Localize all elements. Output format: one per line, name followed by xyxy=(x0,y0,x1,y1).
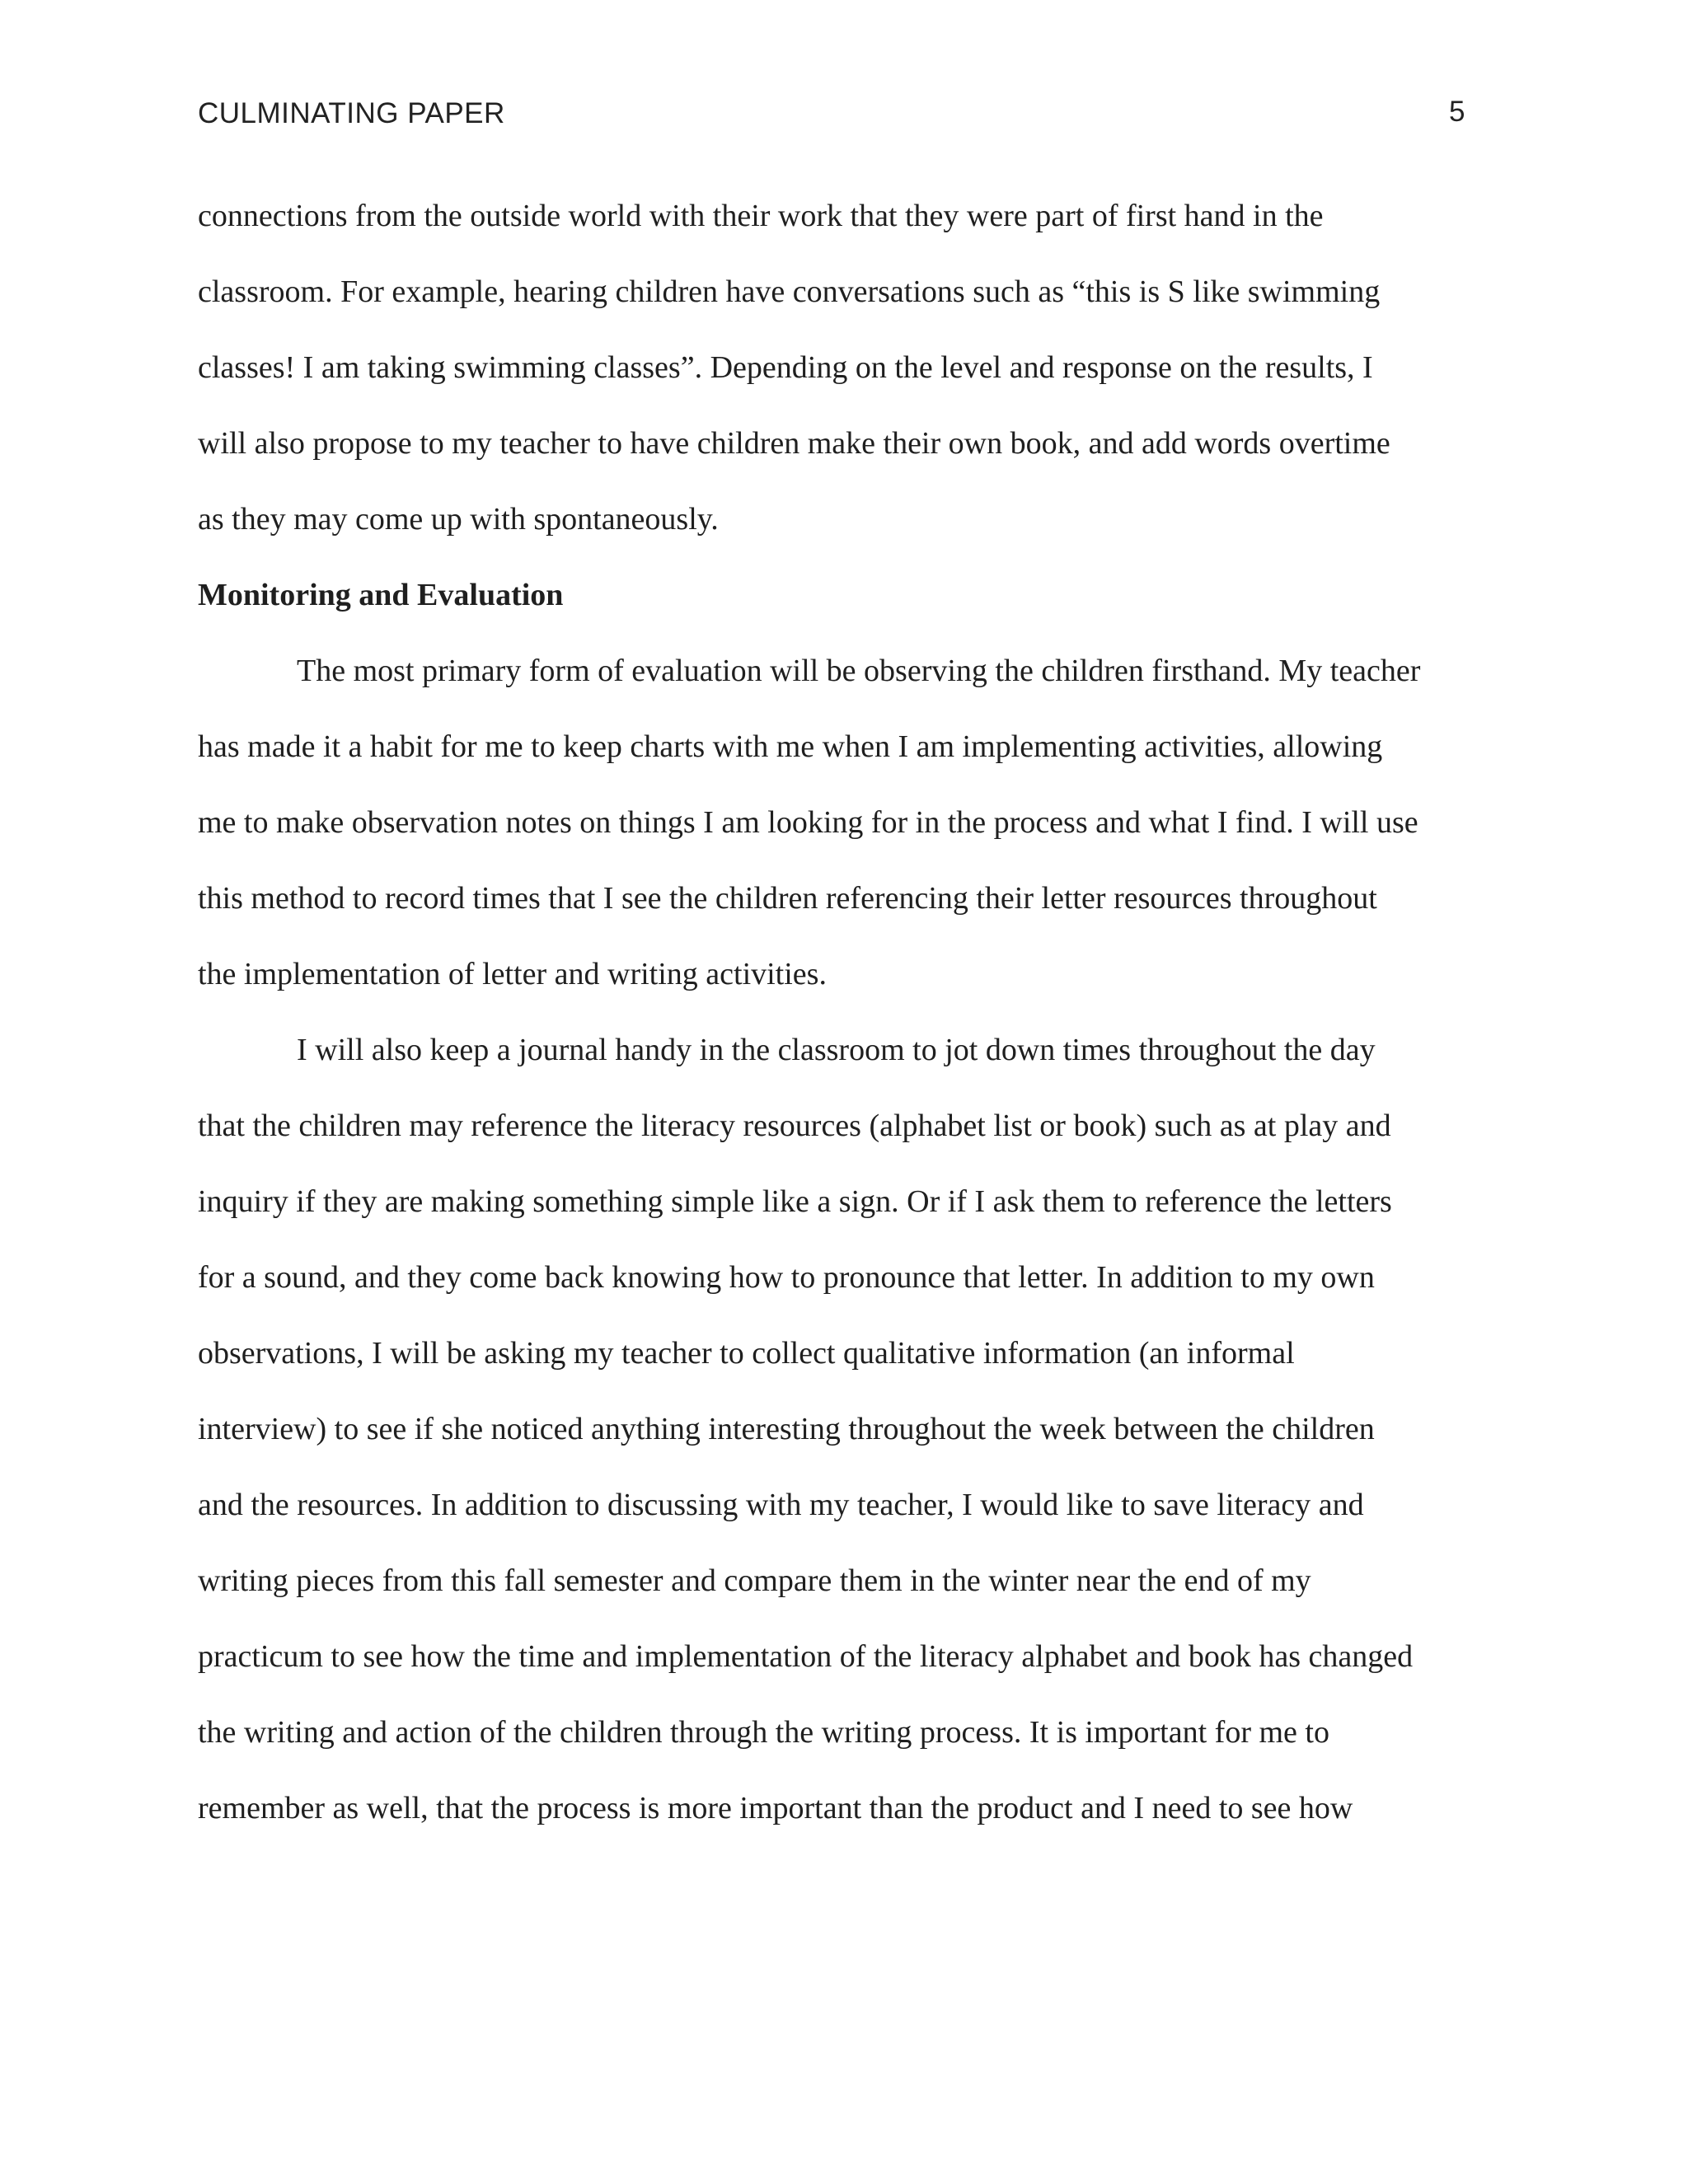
text-line: me to make observation notes on things I am looking for in the process and what I find. I will use xyxy=(198,805,1418,840)
text-line: will also propose to my teacher to have children make their own book, and add words overtime xyxy=(198,426,1390,461)
text-line: connections from the outside world with their work that they were part of first hand in the xyxy=(198,199,1324,233)
text-line: that the children may reference the literacy resources (alphabet list or book) such as at play and xyxy=(198,1108,1391,1143)
text-line: the implementation of letter and writing activities. xyxy=(198,957,827,991)
text-line: remember as well, that the process is more important than the product and I need to see how xyxy=(198,1791,1353,1825)
text-line: The most primary form of evaluation will be observing the children firsthand. My teacher xyxy=(297,654,1421,688)
text-line: I will also keep a journal handy in the classroom to jot down times throughout the day xyxy=(297,1033,1376,1067)
text-line: has made it a habit for me to keep charts with me when I am implementing activities, allowing xyxy=(198,729,1383,764)
text-line: inquiry if they are making something simple like a sign. Or if I ask them to reference the letters xyxy=(198,1184,1392,1219)
text-line: this method to record times that I see the children referencing their letter resources throughout xyxy=(198,881,1377,916)
text-line: interview) to see if she noticed anything interesting throughout the week between the children xyxy=(198,1412,1375,1446)
text-line: the writing and action of the children through the writing process. It is important for me to xyxy=(198,1715,1329,1750)
paragraph-journal xyxy=(198,1024,1496,1858)
running-head: CULMINATING PAPER xyxy=(198,97,505,129)
text-line: classes! I am taking swimming classes”. Depending on the level and response on the results, I xyxy=(198,350,1373,385)
text-line: practicum to see how the time and implementation of the literacy alphabet and book has changed xyxy=(198,1639,1414,1674)
text-line: and the resources. In addition to discussing with my teacher, I would like to save literacy and xyxy=(198,1488,1364,1522)
body-text xyxy=(198,190,1496,1858)
paragraph-continuation xyxy=(198,190,1496,569)
page-number: 5 xyxy=(1449,96,1465,128)
text-line: for a sound, and they come back knowing how to pronounce that letter. In addition to my own xyxy=(198,1260,1375,1295)
text-line: writing pieces from this fall semester and compare them in the winter near the end of my xyxy=(198,1563,1311,1598)
text-line: observations, I will be asking my teacher to collect qualitative information (an informal xyxy=(198,1336,1295,1371)
section-heading: Monitoring and Evaluation xyxy=(198,578,564,612)
text-line: as they may come up with spontaneously. xyxy=(198,502,719,537)
paragraph-evaluation xyxy=(198,644,1496,1024)
text-line: classroom. For example, hearing children have conversations such as “this is S like swimming xyxy=(198,274,1381,309)
